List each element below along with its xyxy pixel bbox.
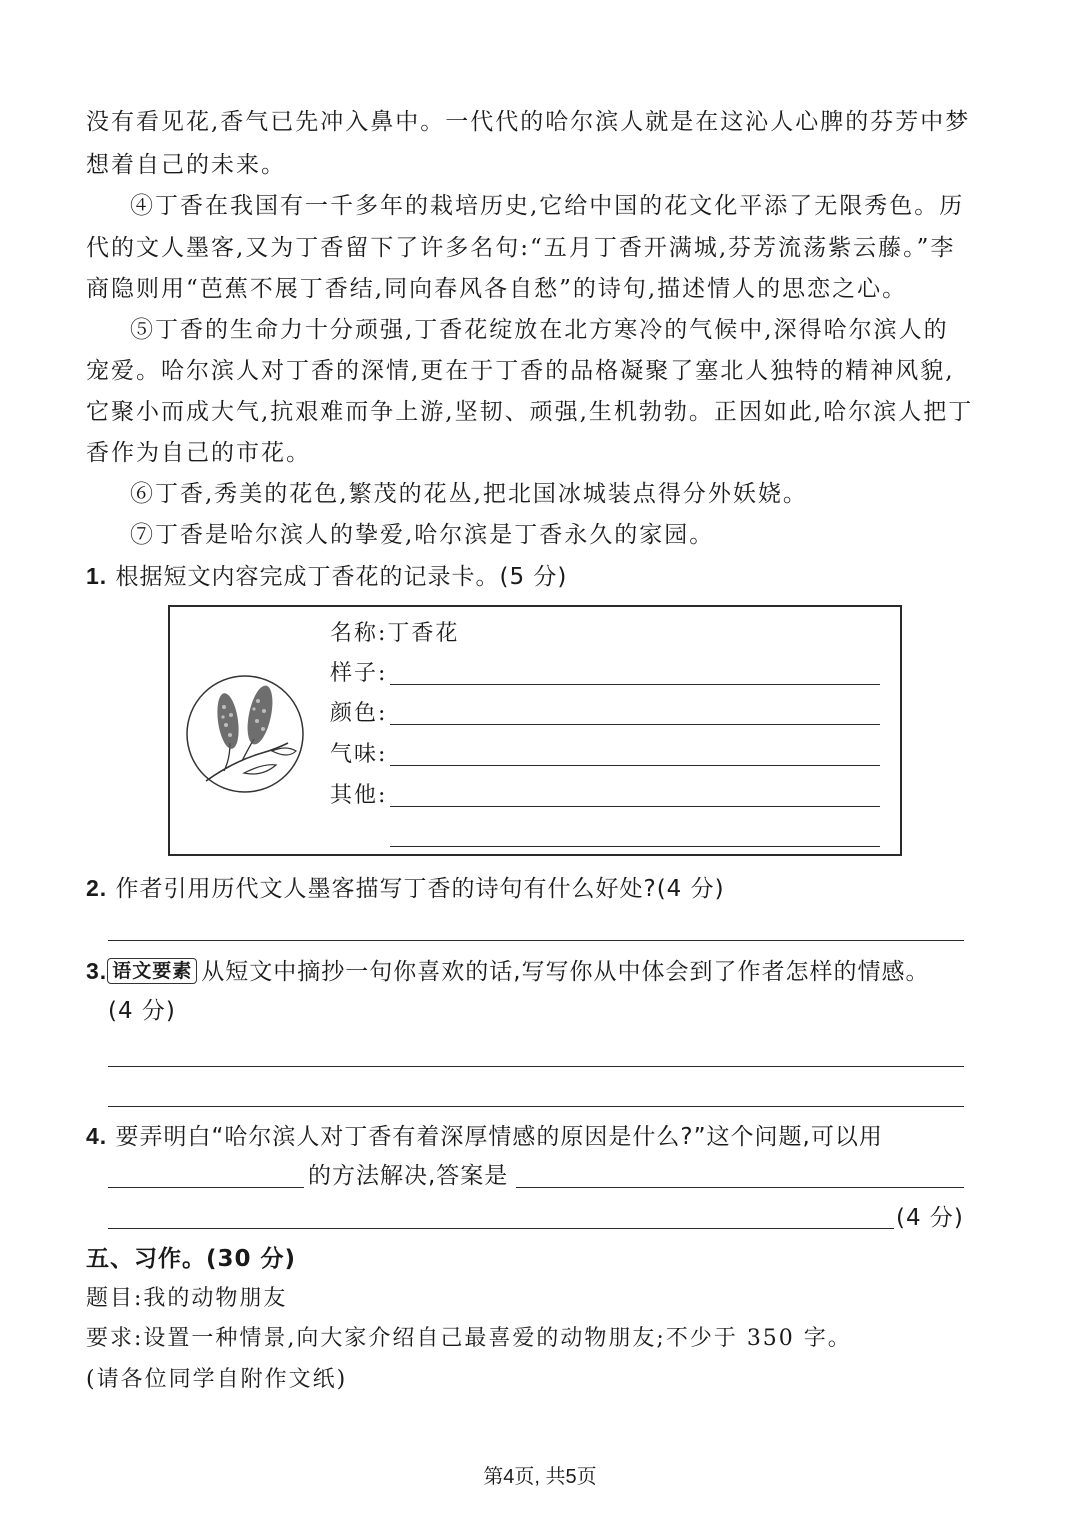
- smell-label: 气味:: [330, 742, 388, 767]
- q4-method-blank[interactable]: [108, 1187, 304, 1188]
- q4-mid-text: 的方法解决,答案是: [308, 1163, 509, 1189]
- q2-answer-line[interactable]: [108, 940, 964, 941]
- q4-answer-line-1[interactable]: [516, 1187, 964, 1188]
- record-card: [168, 605, 902, 856]
- question-number: 4.: [86, 1123, 108, 1149]
- q4-score: (4 分): [896, 1205, 964, 1231]
- passage-line: 想着自己的未来。: [86, 152, 286, 178]
- name-label: 名称:: [330, 621, 388, 646]
- question-2: [86, 873, 725, 904]
- passage-line: 宠爱。哈尔滨人对丁香的深情,更在于丁香的品格凝聚了塞北人独特的精神风貌,: [86, 358, 955, 384]
- paragraph-4: ④丁香在我国有一千多年的栽培历史,它给中国的花文化平添了无限秀色。历: [130, 193, 965, 219]
- shape-answer-line[interactable]: [390, 684, 880, 685]
- q3-score: (4 分): [108, 998, 176, 1024]
- other-answer-line-2[interactable]: [390, 846, 880, 847]
- essay-topic: 题目:我的动物朋友: [86, 1286, 288, 1311]
- name-value: 丁香花: [387, 621, 460, 646]
- paragraph-7: ⑦丁香是哈尔滨人的挚爱,哈尔滨是丁香永久的家园。: [130, 522, 715, 548]
- question-1: [86, 561, 567, 592]
- page-number: 第4页, 共5页: [483, 1466, 597, 1488]
- card-name-row: [330, 619, 459, 649]
- shape-label: 样子:: [330, 661, 388, 686]
- chinese-elements-badge: 语文要素: [107, 958, 197, 984]
- question-text: 作者引用历代文人墨客描写丁香的诗句有什么好处?(4 分): [115, 876, 725, 902]
- question-number: 1.: [86, 563, 108, 589]
- question-number: 2.: [86, 875, 108, 901]
- section-5-title: 五、习作。(30 分): [86, 1246, 297, 1272]
- essay-requirement: 要求:设置一种情景,向大家介绍自己最喜爱的动物朋友;不少于 350 字。: [86, 1326, 852, 1351]
- question-4: [86, 1121, 883, 1152]
- essay-note: (请各位同学自附作文纸): [86, 1367, 348, 1392]
- other-label: 其他:: [330, 783, 388, 808]
- color-label: 颜色:: [330, 701, 388, 726]
- question-text: 根据短文内容完成丁香花的记录卡。(5 分): [115, 564, 568, 590]
- question-text: 从短文中摘抄一句你喜欢的话,写写你从中体会到了作者怎样的情感。: [201, 959, 930, 985]
- question-text: 要弄明白“哈尔滨人对丁香有着深厚情感的原因是什么?”这个问题,可以用: [115, 1124, 883, 1150]
- passage-line: 香作为自己的市花。: [86, 440, 311, 466]
- question-number: 3.: [86, 958, 108, 984]
- paragraph-5: ⑤丁香的生命力十分顽强,丁香花绽放在北方寒冷的气候中,深得哈尔滨人的: [130, 317, 949, 343]
- q3-answer-line-2[interactable]: [108, 1106, 964, 1107]
- q4-answer-line-2[interactable]: [108, 1228, 894, 1229]
- passage-line: 代的文人墨客,又为丁香留下了许多名句:“五月丁香开满城,芬芳流荡紫云藤。”李: [86, 235, 956, 261]
- passage-line: 没有看见花,香气已先冲入鼻中。一代代的哈尔滨人就是在这沁人心脾的芬芳中梦: [86, 109, 971, 135]
- lilac-illustration: [184, 673, 306, 795]
- passage-line: 商隐则用“芭蕉不展丁香结,同向春风各自愁”的诗句,描述情人的思恋之心。: [86, 276, 908, 302]
- question-3: [86, 956, 930, 987]
- smell-answer-line[interactable]: [390, 765, 880, 766]
- passage-line: 它聚小而成大气,抗艰难而争上游,坚韧、顽强,生机勃勃。正因如此,哈尔滨人把丁: [86, 399, 974, 425]
- paragraph-6: ⑥丁香,秀美的花色,繁茂的花丛,把北国冰城装点得分外妖娆。: [130, 481, 808, 507]
- q3-answer-line-1[interactable]: [108, 1066, 964, 1067]
- color-answer-line[interactable]: [390, 724, 880, 725]
- other-answer-line[interactable]: [390, 806, 880, 807]
